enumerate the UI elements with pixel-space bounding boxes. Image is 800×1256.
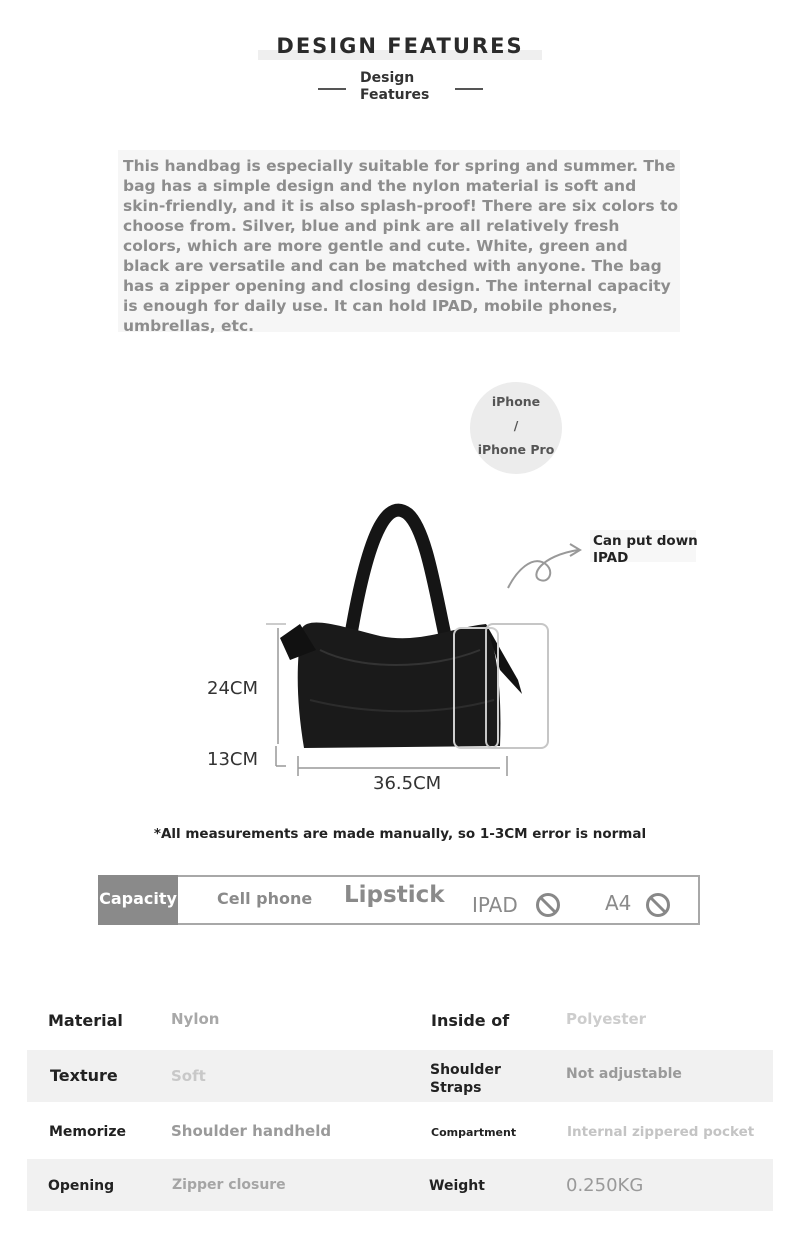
iphone-label: iPhone: [491, 394, 541, 409]
bag-body: [298, 623, 501, 748]
bag-handle: [350, 510, 446, 640]
spec-value-memorize: Shoulder handheld: [171, 1122, 332, 1140]
subtitle-line-1: Design: [360, 70, 415, 86]
ipad-callout: [593, 533, 698, 567]
spec-key-weight: Weight: [429, 1178, 485, 1194]
section-title: DESIGN FEATURES: [276, 34, 524, 58]
spec-value-compartment: Internal zippered pocket: [567, 1124, 755, 1140]
spec-key-memorize: Memorize: [49, 1124, 126, 1140]
spec-key-material: Material: [48, 1011, 123, 1030]
ipad-not-fit-icon: [535, 892, 561, 918]
spec-value-inside: Polyester: [566, 1010, 647, 1028]
width-dimension: 36.5CM: [373, 773, 442, 794]
section-subtitle: [360, 70, 440, 104]
spec-value-texture: Soft: [171, 1067, 206, 1085]
spec-key-texture: Texture: [50, 1066, 118, 1085]
iphone-badge-text: [470, 390, 562, 462]
handbag-illustration: [250, 500, 600, 790]
capacity-cell-phone: Cell phone: [217, 889, 313, 908]
curl-arrow-icon: [508, 550, 578, 588]
height-dimension: 24CM: [207, 678, 259, 699]
product-description: This handbag is especially suitable for spring and summer. The bag has a simple design and the nylon material is soft and skin-friendly, and it is also splash-proof! There are six colors to choose from. Silver, blue and pink are all relatively fresh colors, which are more gentle and cute. White, green and black are versatile and can be matched with anyone. The bag has a zipper opening and closing design. The internal capacity is enough for daily use. It can hold IPAD, mobile phones, umbrellas, etc.: [123, 157, 679, 335]
a4-not-fit-icon: [645, 892, 671, 918]
capacity-label: Capacity: [98, 875, 178, 925]
subtitle-left-rule: [318, 88, 346, 90]
capacity-a4: A4: [605, 891, 632, 915]
measurement-note: *All measurements are made manually, so 1-3CM error is normal: [153, 826, 647, 842]
capacity-ipad: IPAD: [472, 893, 518, 917]
spec-key-inside: Inside of: [431, 1011, 510, 1030]
spec-row-background: [27, 1159, 773, 1211]
iphone-separator: /: [513, 418, 519, 433]
iphone-pro-label: iPhone Pro: [477, 442, 555, 457]
depth-dimension: 13CM: [207, 749, 259, 770]
spec-value-opening: Zipper closure: [172, 1177, 286, 1193]
spec-key-compartment: Compartment: [431, 1126, 517, 1139]
subtitle-line-2: Features: [360, 87, 430, 103]
subtitle-right-rule: [455, 88, 483, 90]
capacity-lipstick: Lipstick: [344, 882, 445, 908]
spec-key-opening: Opening: [48, 1178, 115, 1194]
spec-value-weight: 0.250KG: [566, 1175, 644, 1196]
ipad-callout-line-2: IPAD: [593, 550, 629, 566]
ipad-callout-line-1: Can put down: [593, 533, 698, 549]
spec-key-shoulder-straps: Shoulder Straps: [430, 1062, 501, 1096]
spec-value-shoulder-straps: Not adjustable: [566, 1066, 682, 1082]
spec-value-material: Nylon: [171, 1010, 220, 1028]
